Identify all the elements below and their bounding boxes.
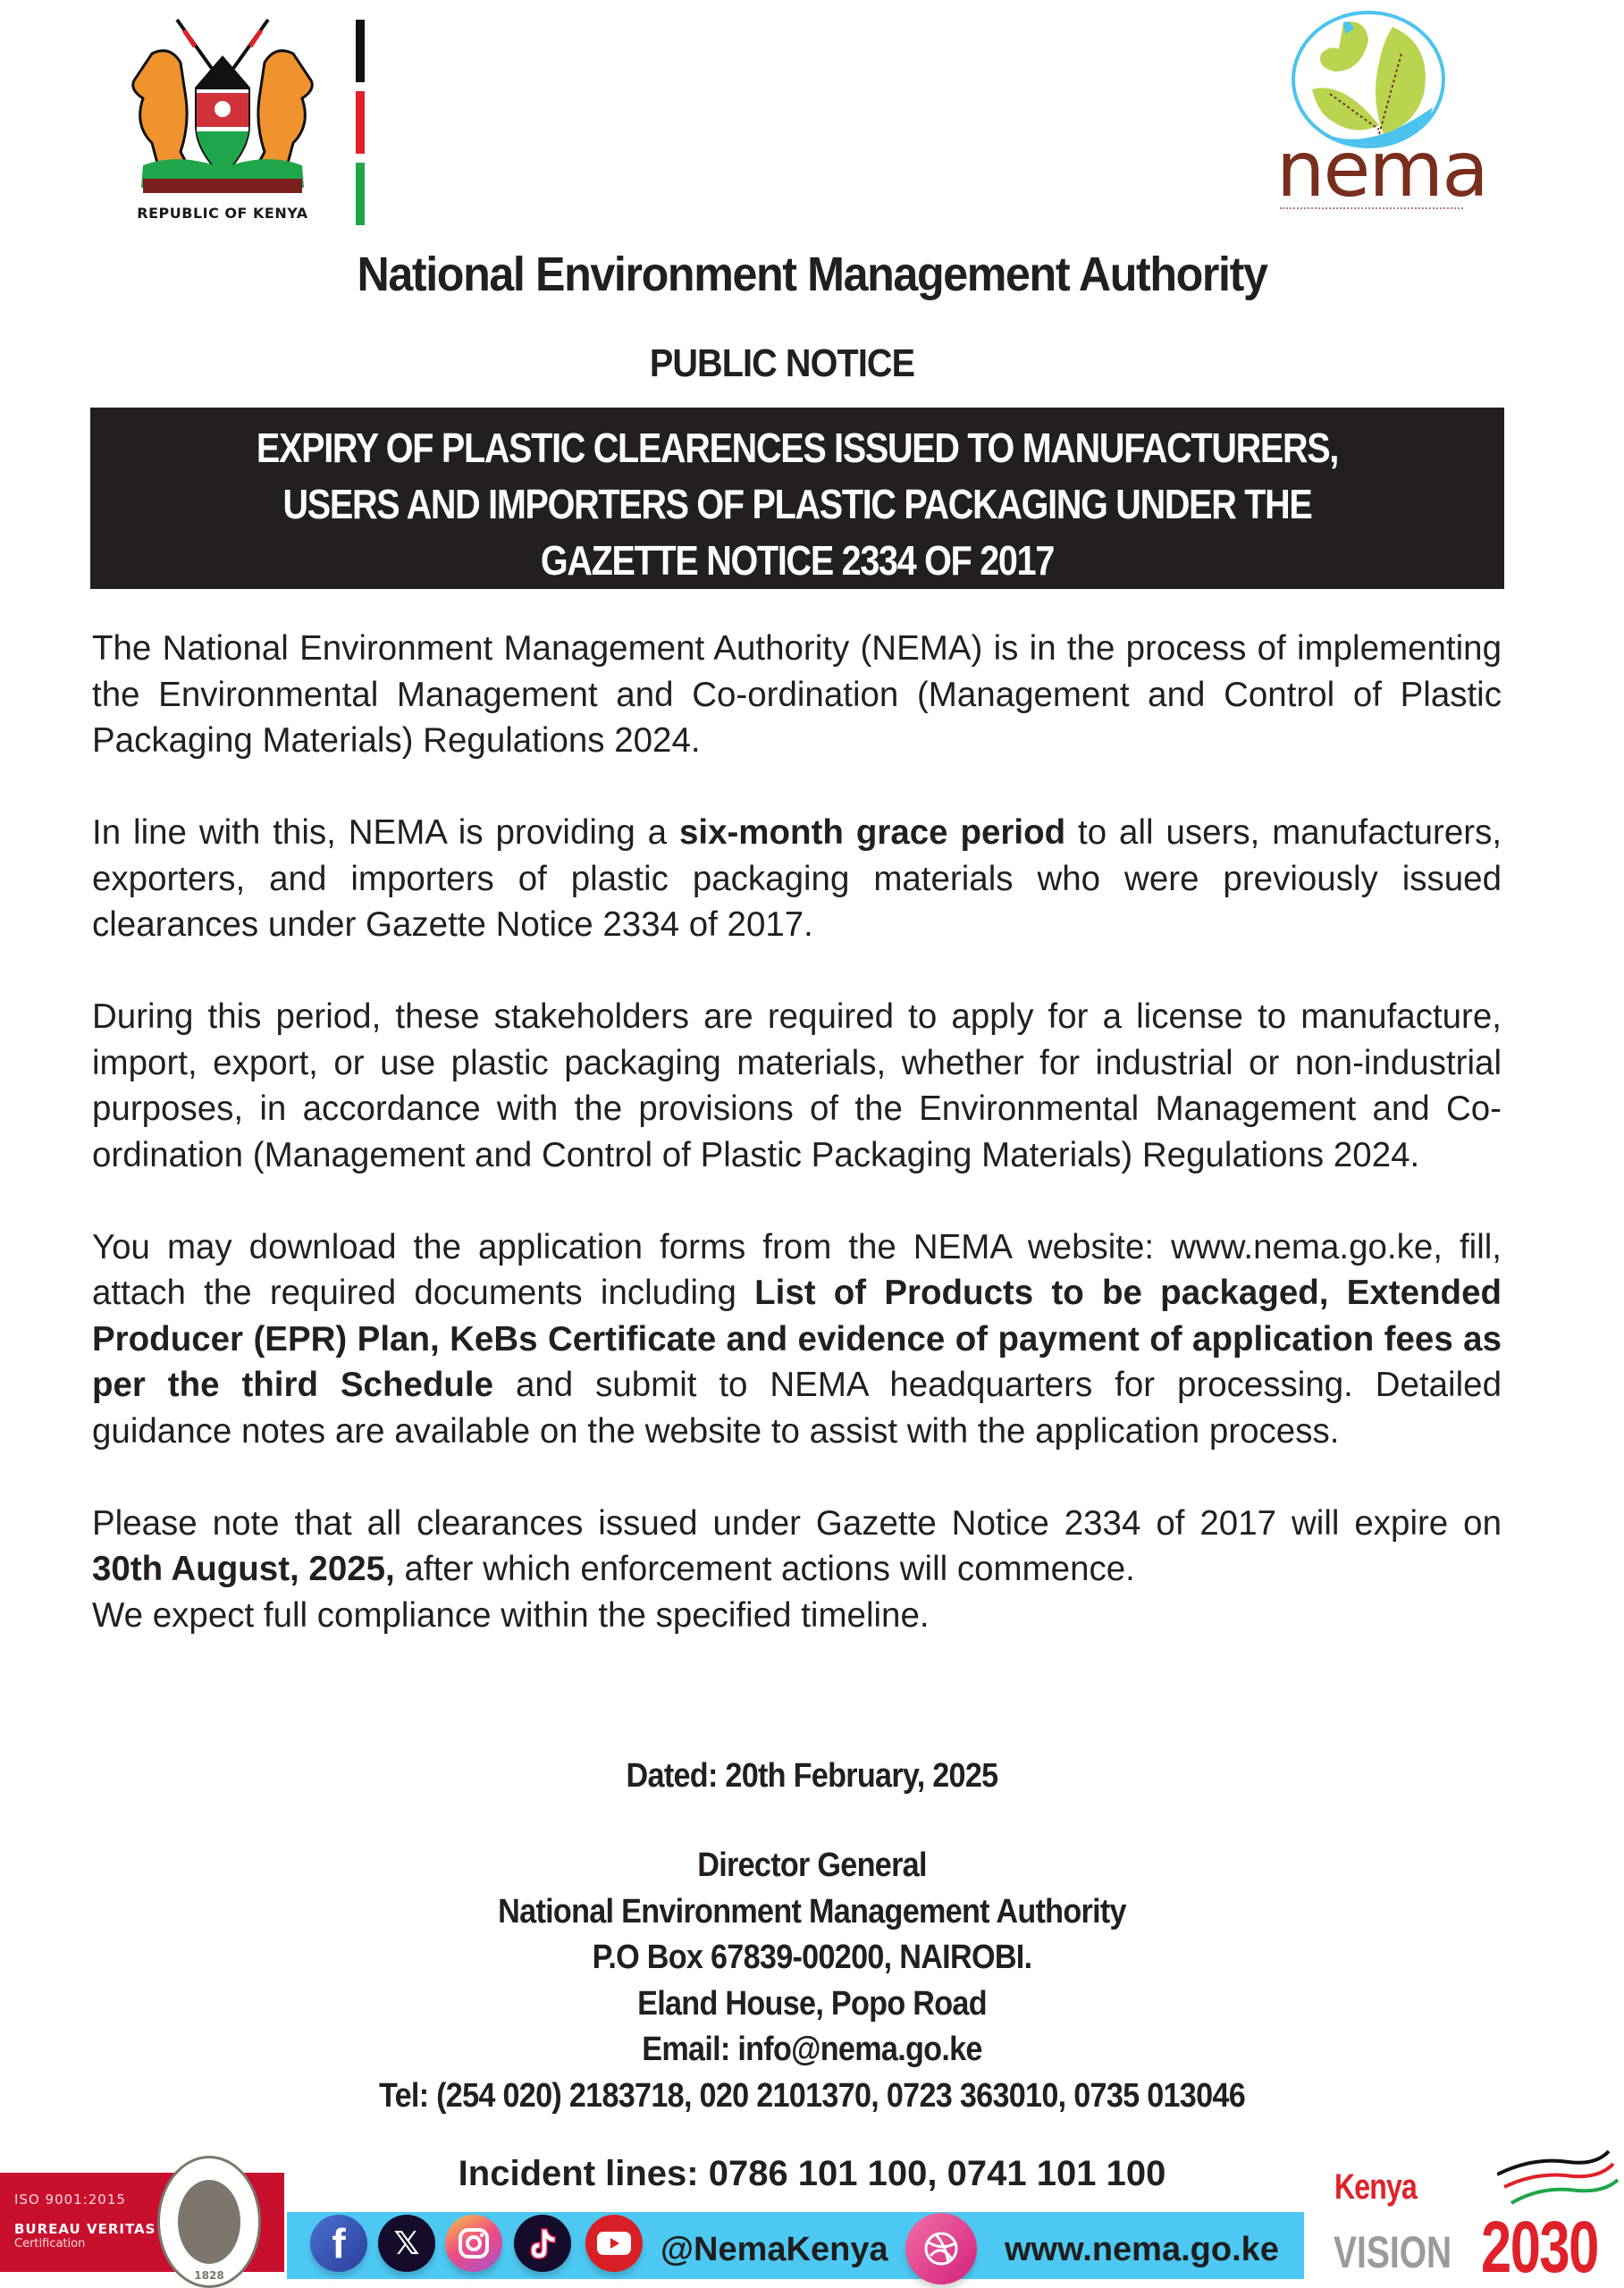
headline-line-1: EXPIRY OF PLASTIC CLEARENCES ISSUED TO MANUFACTURERS, bbox=[256, 425, 1339, 471]
paragraph-licensing: During this period, these stakeholders are required to apply for a license to manufacture, import, export, or use plastic packaging materials, whether for industrial or non-industrial purposes, in accordance with the provisions of the Environmental Management and Co-ordination (Management and Control of Plastic Packaging Materials) Regulations 2024. bbox=[92, 997, 1502, 1174]
instagram-icon[interactable] bbox=[445, 2215, 502, 2272]
x-icon[interactable]: 𝕏 bbox=[378, 2215, 435, 2272]
incident-lines: Incident lines: 0786 101 100, 0741 101 100 bbox=[458, 2154, 1166, 2193]
paragraph-grace-period: In line with this, NEMA is providing a six-month grace period to all users, manufacturers, exporters, and importers of plastic packaging materials who were previously issued clearances under Gazette Notice 2334 of 2017. bbox=[92, 813, 1502, 944]
vision-year-label: 2030 bbox=[1481, 2207, 1598, 2288]
headline-line-2: USERS AND IMPORTERS OF PLASTIC PACKAGING UNDER THE bbox=[282, 481, 1312, 527]
republic-of-kenya-label: REPUBLIC OF KENYA bbox=[137, 205, 308, 222]
po-box: P.O Box 67839-00200, NAIROBI. bbox=[592, 1939, 1032, 1976]
tiktok-icon[interactable] bbox=[514, 2215, 571, 2272]
paragraph-intro: The National Environment Management Authority (NEMA) is in the process of implementing the Environmental Management and Co-ordination (Management and Control of Plastic Packaging Materials) Regulations 2024. bbox=[92, 629, 1502, 760]
paragraph-expiry: Please note that all clearances issued under Gazette Notice 2334 of 2017 will expire on 30th August, 2025, after which enforcement actions will commence. We expect full compliance within the specified timeline. bbox=[92, 1501, 1502, 1639]
grace-period-emphasis: six-month grace period bbox=[678, 813, 1066, 852]
youtube-icon[interactable] bbox=[585, 2215, 643, 2272]
email-contact: Email: info@nema.go.ke bbox=[642, 2031, 982, 2068]
vision-word-label: VISION bbox=[1334, 2227, 1452, 2277]
dribbble-icon[interactable] bbox=[905, 2213, 977, 2284]
physical-address: Eland House, Popo Road bbox=[637, 1984, 987, 2023]
flag-stripe-red bbox=[356, 91, 365, 154]
dated-line: Dated: 20th February, 2025 bbox=[626, 1757, 998, 1795]
notice-body bbox=[92, 626, 1502, 1638]
expiry-date-emphasis: 30th August, 2025, bbox=[92, 1550, 395, 1588]
flag-stripe-green bbox=[356, 163, 365, 225]
headline-line-3: GAZETTE NOTICE 2334 OF 2017 bbox=[540, 537, 1055, 584]
required-documents-emphasis: List of Products to be packaged, Extended Producer (EPR) Plan, KeBs Certificate and evidence of payment of application fees as per the third Schedule bbox=[92, 1274, 1502, 1404]
compliance-line: We expect full compliance within the specified timeline. bbox=[92, 1595, 930, 1635]
vision-kenya-label: Kenya bbox=[1334, 2167, 1418, 2207]
bureau-veritas-seal-icon: 1828 bbox=[157, 2156, 261, 2288]
kenya-coat-of-arms-icon bbox=[125, 18, 320, 201]
notice-type-heading: PUBLIC NOTICE bbox=[649, 341, 915, 385]
social-handle-link[interactable]: @NemaKenya bbox=[661, 2231, 888, 2268]
certification-label: Certification bbox=[14, 2237, 86, 2250]
facebook-icon[interactable]: f bbox=[310, 2215, 367, 2272]
signatory-organization: National Environment Management Authority bbox=[498, 1892, 1126, 1930]
iso-standard-label: ISO 9001:2015 bbox=[14, 2191, 126, 2208]
nema-logo-tagline bbox=[1280, 207, 1463, 212]
telephone-contact: Tel: (254 020) 2183718, 020 2101370, 0723 363010, 0735 013046 bbox=[378, 2076, 1246, 2115]
flag-stripe-black bbox=[356, 20, 365, 82]
signature-block bbox=[81, 1843, 1543, 2119]
organization-title: National Environment Management Authority bbox=[357, 248, 1267, 301]
certifier-label: BUREAU VERITAS bbox=[14, 2221, 156, 2237]
website-link[interactable]: www.nema.go.ke bbox=[1005, 2231, 1279, 2268]
vision-2030-swoosh-icon bbox=[1497, 2149, 1622, 2212]
signatory-role: Director General bbox=[697, 1846, 927, 1884]
headline-banner bbox=[90, 408, 1504, 589]
nema-logo-wordmark: nema bbox=[1276, 125, 1487, 214]
paragraph-application: You may download the application forms from the NEMA website: www.nema.go.ke, fill, attach the required documents including List of Products to be packaged, Extended Producer (EPR) Plan, KeBs Certificate and evidence of payment of application fees as per the third Schedule and submit to NEMA headquarters for processing. Detailed guidance notes are available on the website to assist with the application process. bbox=[92, 1227, 1502, 1451]
